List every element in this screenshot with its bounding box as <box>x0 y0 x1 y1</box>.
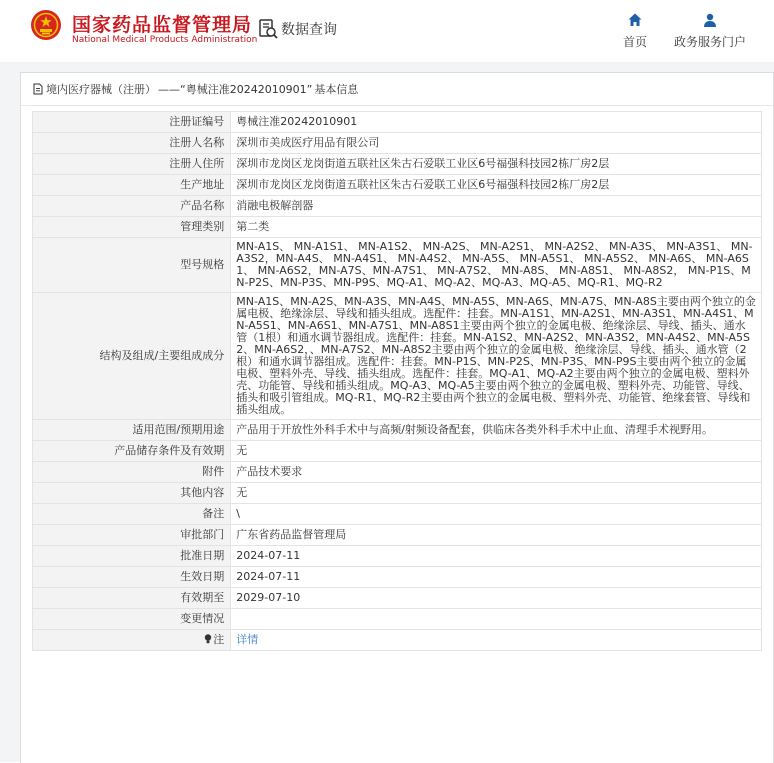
table-row <box>33 630 762 651</box>
detail-panel <box>20 72 774 763</box>
row-value: MN-A1S、MN-A2S、MN-A3S、MN-A4S、MN-A5S、MN-A6S、MN-A7S、MN-A8S主要由两个独立的金属电极、绝缘涂层、导线和插头组成。选配件：挂套。MN-A1S1、MN-A2S1、MN-A3S1、MN-A4S1、MN-A5S1、MN-A6S1、MN-A7S1、MN-A8S1主要由两个独立的金属电极、绝缘涂层、导线、插头、通水管（1根）和通水调节器组成。选配件：挂套。MN-A1S2、MN-A2S2、MN-A3S2，MN-A4S2、MN-A5S2、MN-A6S2，、MN-A7S2、MN-A8S2主要由两个独立的金属电极、绝缘涂层、导线、插头、通水管（2根）和通水调节器组成。选配件：挂套。MN-P1S、MN-P2S、MN-P3S、MN-P9S主要由两个独立的金属电极、塑料外壳、导线、插头组成。选配件：挂套。MQ-A1、MQ-A2主要由两个独立的金属电极、塑料外壳、功能管、导线和插头组成。MQ-A3、MQ-A5主要由两个独立的金属电极、塑料外壳、功能管、导线、插头和吸引管组成。MQ-R1、MQ-R2主要由两个独立的金属电极、塑料外壳、功能管、绝缘套管、导线和插头组成。 <box>231 293 762 420</box>
row-value: 第二类 <box>231 217 762 238</box>
row-label: 适用范围/预期用途 <box>33 420 231 441</box>
user-icon <box>702 12 718 28</box>
row-label: 审批部门 <box>33 525 231 546</box>
detail-link[interactable]: 详情 <box>236 633 259 646</box>
table-row <box>33 483 762 504</box>
row-value: 粤械注准20242010901 <box>231 112 762 133</box>
row-label: 注册人名称 <box>33 133 231 154</box>
row-value: 2029-07-10 <box>231 588 762 609</box>
row-value: MN-A1S、 MN-A1S1、 MN-A1S2、 MN-A2S、 MN-A2S1、 MN-A2S2、 MN-A3S、 MN-A3S1、 MN-A3S2，MN-A4S、 MN-A4S1、 MN-A4S2、 MN-A5S、 MN-A5S1、 MN-A5S2、 MN-A6S、 MN-A6S1、 MN-A6S2，MN-A7S、MN-A7S1、 MN-A7S2、 MN-A8S、 MN-A8S1、 MN-A8S2， MN-P1S、MN-P2S、MN-P3S、MN-P9S、MQ-A1、MQ-A2、MQ-A3、MQ-A5、MQ-R1、MQ-R2 <box>231 238 762 293</box>
document-icon <box>32 83 44 95</box>
table-row <box>33 175 762 196</box>
row-value: 消融电极解剖器 <box>231 196 762 217</box>
row-value: 产品用于开放性外科手术中与高频/射频设备配套，供临床各类外科手术中止血、清理手术视野用。 <box>231 420 762 441</box>
row-value: 2024-07-11 <box>231 567 762 588</box>
table-row <box>33 546 762 567</box>
row-value: 无 <box>231 483 762 504</box>
row-label: 有效期至 <box>33 588 231 609</box>
row-label: 型号规格 <box>33 238 231 293</box>
row-label: 产品储存条件及有效期 <box>33 441 231 462</box>
data-query-link[interactable] <box>257 17 337 41</box>
row-label: 生效日期 <box>33 567 231 588</box>
row-label: 备注 <box>33 504 231 525</box>
row-label: 注册证编号 <box>33 112 231 133</box>
site-logo-title[interactable]: 国家药品监督管理局 <box>72 14 253 36</box>
row-value: 无 <box>231 441 762 462</box>
note-label-cell <box>33 630 231 651</box>
table-row <box>33 133 762 154</box>
table-row <box>33 293 762 420</box>
table-row <box>33 504 762 525</box>
site-header <box>0 0 774 62</box>
data-query-icon <box>257 18 279 40</box>
national-emblem-icon <box>30 9 62 41</box>
panel-title-separator: —— <box>158 82 180 96</box>
home-icon <box>627 12 643 28</box>
row-value: 产品技术要求 <box>231 462 762 483</box>
panel-title <box>21 73 773 106</box>
table-row <box>33 525 762 546</box>
row-label: 管理类别 <box>33 217 231 238</box>
row-label: 注册人住所 <box>33 154 231 175</box>
row-label: 其他内容 <box>33 483 231 504</box>
table-row <box>33 588 762 609</box>
table-row <box>33 217 762 238</box>
table-row <box>33 196 762 217</box>
bulb-icon <box>204 634 212 644</box>
row-label: 附件 <box>33 462 231 483</box>
note-label: 注 <box>213 633 225 646</box>
nav-service-portal[interactable] <box>672 12 748 50</box>
row-value: 深圳市龙岗区龙岗街道五联社区朱古石爱联工业区6号福强科技园2栋厂房2层 <box>231 154 762 175</box>
row-value <box>231 609 762 630</box>
row-label: 产品名称 <box>33 196 231 217</box>
panel-title-tail: 基本信息 <box>314 83 359 96</box>
data-query-label: 数据查询 <box>281 22 337 38</box>
row-label: 结构及组成/主要组成成分 <box>33 293 231 420</box>
table-row <box>33 420 762 441</box>
row-label: 变更情况 <box>33 609 231 630</box>
row-value: 深圳市美成医疗用品有限公司 <box>231 133 762 154</box>
table-row <box>33 567 762 588</box>
table-row <box>33 112 762 133</box>
row-value <box>231 630 762 651</box>
table-row <box>33 462 762 483</box>
table-row <box>33 238 762 293</box>
table-row <box>33 154 762 175</box>
nav-home-label: 首页 <box>622 35 647 49</box>
row-value: 深圳市龙岗区龙岗街道五联社区朱古石爱联工业区6号福强科技园2栋厂房2层 <box>231 175 762 196</box>
table-row <box>33 609 762 630</box>
panel-title-main: 境内医疗器械（注册） <box>46 83 156 96</box>
row-value: \ <box>231 504 762 525</box>
nav-service-portal-label: 政务服务门户 <box>673 35 746 49</box>
table-row <box>33 441 762 462</box>
nav-home[interactable] <box>620 12 650 50</box>
info-table <box>32 111 762 651</box>
row-value: 2024-07-11 <box>231 546 762 567</box>
row-label: 批准日期 <box>33 546 231 567</box>
row-label: 生产地址 <box>33 175 231 196</box>
site-logo-subtitle: National Medical Products Administration <box>72 35 258 45</box>
panel-title-registration: “粤械注准20242010901” <box>180 83 313 96</box>
row-value: 广东省药品监督管理局 <box>231 525 762 546</box>
